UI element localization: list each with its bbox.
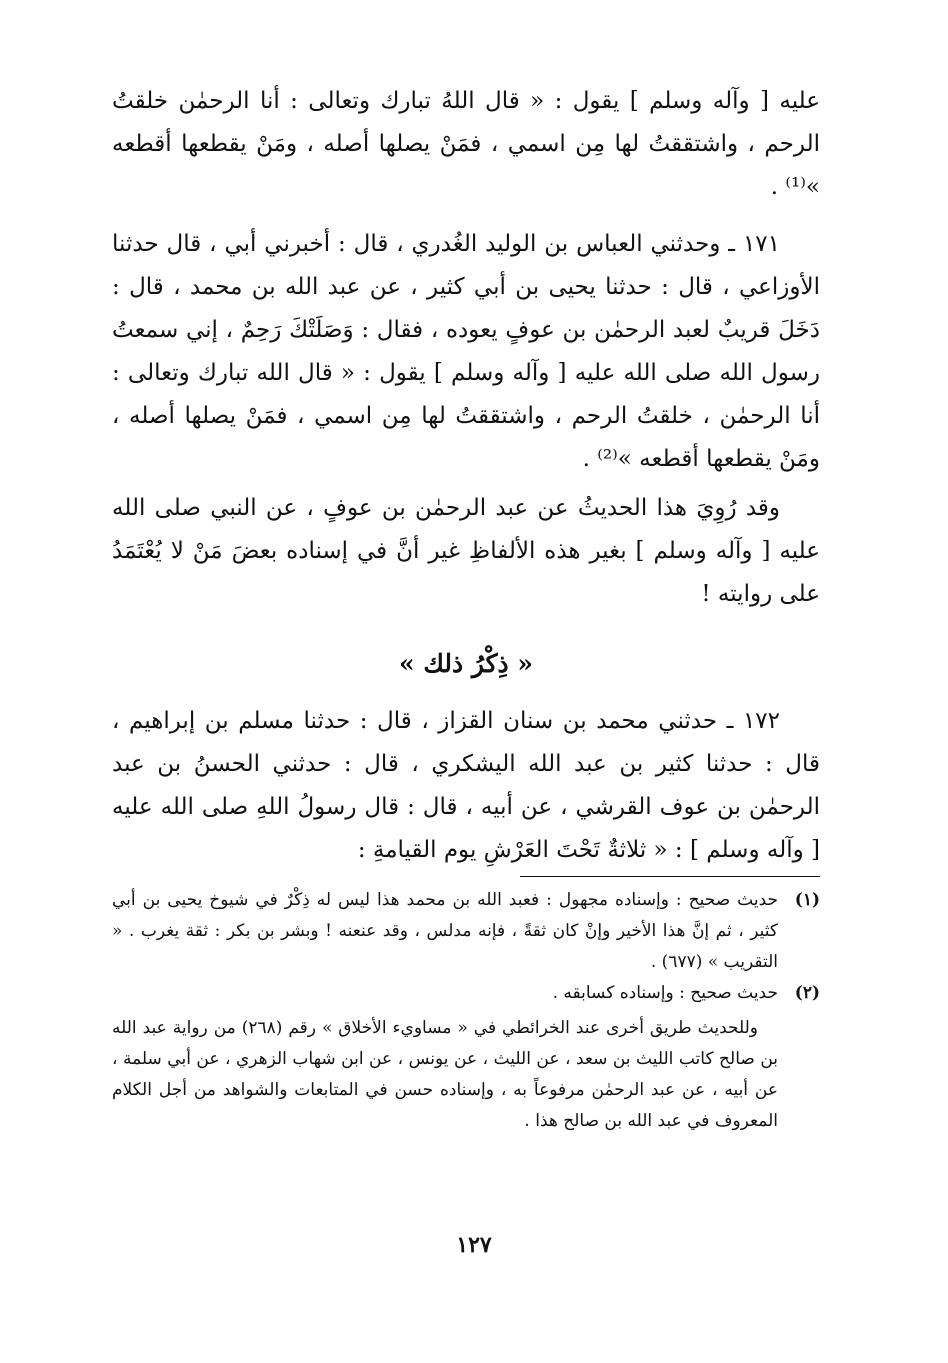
paragraph-note: وقد رُوِيَ هذا الحديثُ عن عبد الرحمٰن بن عوفٍ ، عن النبي صلى الله عليه [ وآله وسلم ] بغير هذه الألفاظِ غير أنَّ في إسناده بعضَ مَنْ لا يُعْتَمَدُ على روايته ! (112, 495, 820, 607)
footnote-2-number: (٢) (794, 983, 820, 1003)
paragraph-hadith-171: ١٧١ ـ وحدثني العباس بن الوليد الغُدري ، قال : أخبرني أبي ، قال حدثنا الأوزاعي ، قال : حدثنا يحيى بن أبي كثير ، عن عبد الله بن محمد ، قال : دَخَلَ قريبٌ لعبد الرحمٰن بن عوفٍ يعوده ، فقال : وَصَلَتْكَ رَحِمٌ ، إني سمعتُ رسول الله صلى الله عليه [ وآله وسلم ] يقول : « قال الله تبارك وتعالى : أنا الرحمٰن ، خلقتُ الرحم ، واشتققتُ لها مِن اسمي ، فمَنْ يصلها أصله ، ومَنْ يقطعها أقطعه »⁽²⁾ . (112, 231, 820, 472)
footnote-2 (112, 978, 820, 1009)
footnote-1-number: (١) (794, 890, 820, 910)
paragraph-hadith-170-end: عليه [ وآله وسلم ] يقول : « قال اللهُ تبارك وتعالى : أنا الرحمٰن خلقتُ الرحم ، واشتققتُ لها مِن اسمي ، فمَنْ يصلها أصله ، ومَنْ يقطعها أقطعه »⁽¹⁾ . (112, 88, 820, 200)
page-content (112, 80, 820, 1137)
footnote-2-text: حديث صحيح : وإسناده كسابقه . (552, 983, 778, 1003)
section-heading: « ذِكْرُ ذلك » (398, 649, 533, 678)
page-number: ١٢٧ (456, 1232, 492, 1258)
footnote-1-text: حديث صحيح : وإسناده مجهول : فعبد الله بن محمد هذا ليس له ذِكْرٌ في شيوخ يحيى بن أبي كثير ، ثم إنَّ هذا الأخير وإنْ كان ثقةً ، فإنه مدلس ، وقد عنعنه ! وبشر بن بكر : ثقة يغرب . « التقريب » (٦٧٧) . (112, 890, 778, 972)
paragraph-hadith-172: ١٧٢ ـ حدثني محمد بن سنان القزاز ، قال : حدثنا مسلم بن إبراهيم ، قال : حدثنا كثير بن عبد الله اليشكري ، قال : حدثني الحسنُ بن عبد الرحمٰن بن عوف القرشي ، عن أبيه ، قال : قال رسولُ اللهِ صلى الله عليه [ وآله وسلم ] : « ثلاثةٌ تَحْتَ العَرْشِ يوم القيامةِ : (112, 708, 820, 863)
footnote-2-continuation: وللحديث طريق أخرى عند الخرائطي في « مساويء الأخلاق » رقم (٢٦٨) من رواية عبد الله بن صالح كاتب الليث بن سعد ، عن الليث ، عن يونس ، عن ابن شهاب الزهري ، عن أبي سلمة ، عن أبيه ، عن عبد الرحمٰن مرفوعاً به ، وإسناده حسن في المتابعات والشواهد من أجل الكلام المعروف في عبد الله بن صالح هذا . (112, 1018, 778, 1131)
footnote-divider (520, 876, 820, 877)
footnote-1 (112, 885, 820, 978)
